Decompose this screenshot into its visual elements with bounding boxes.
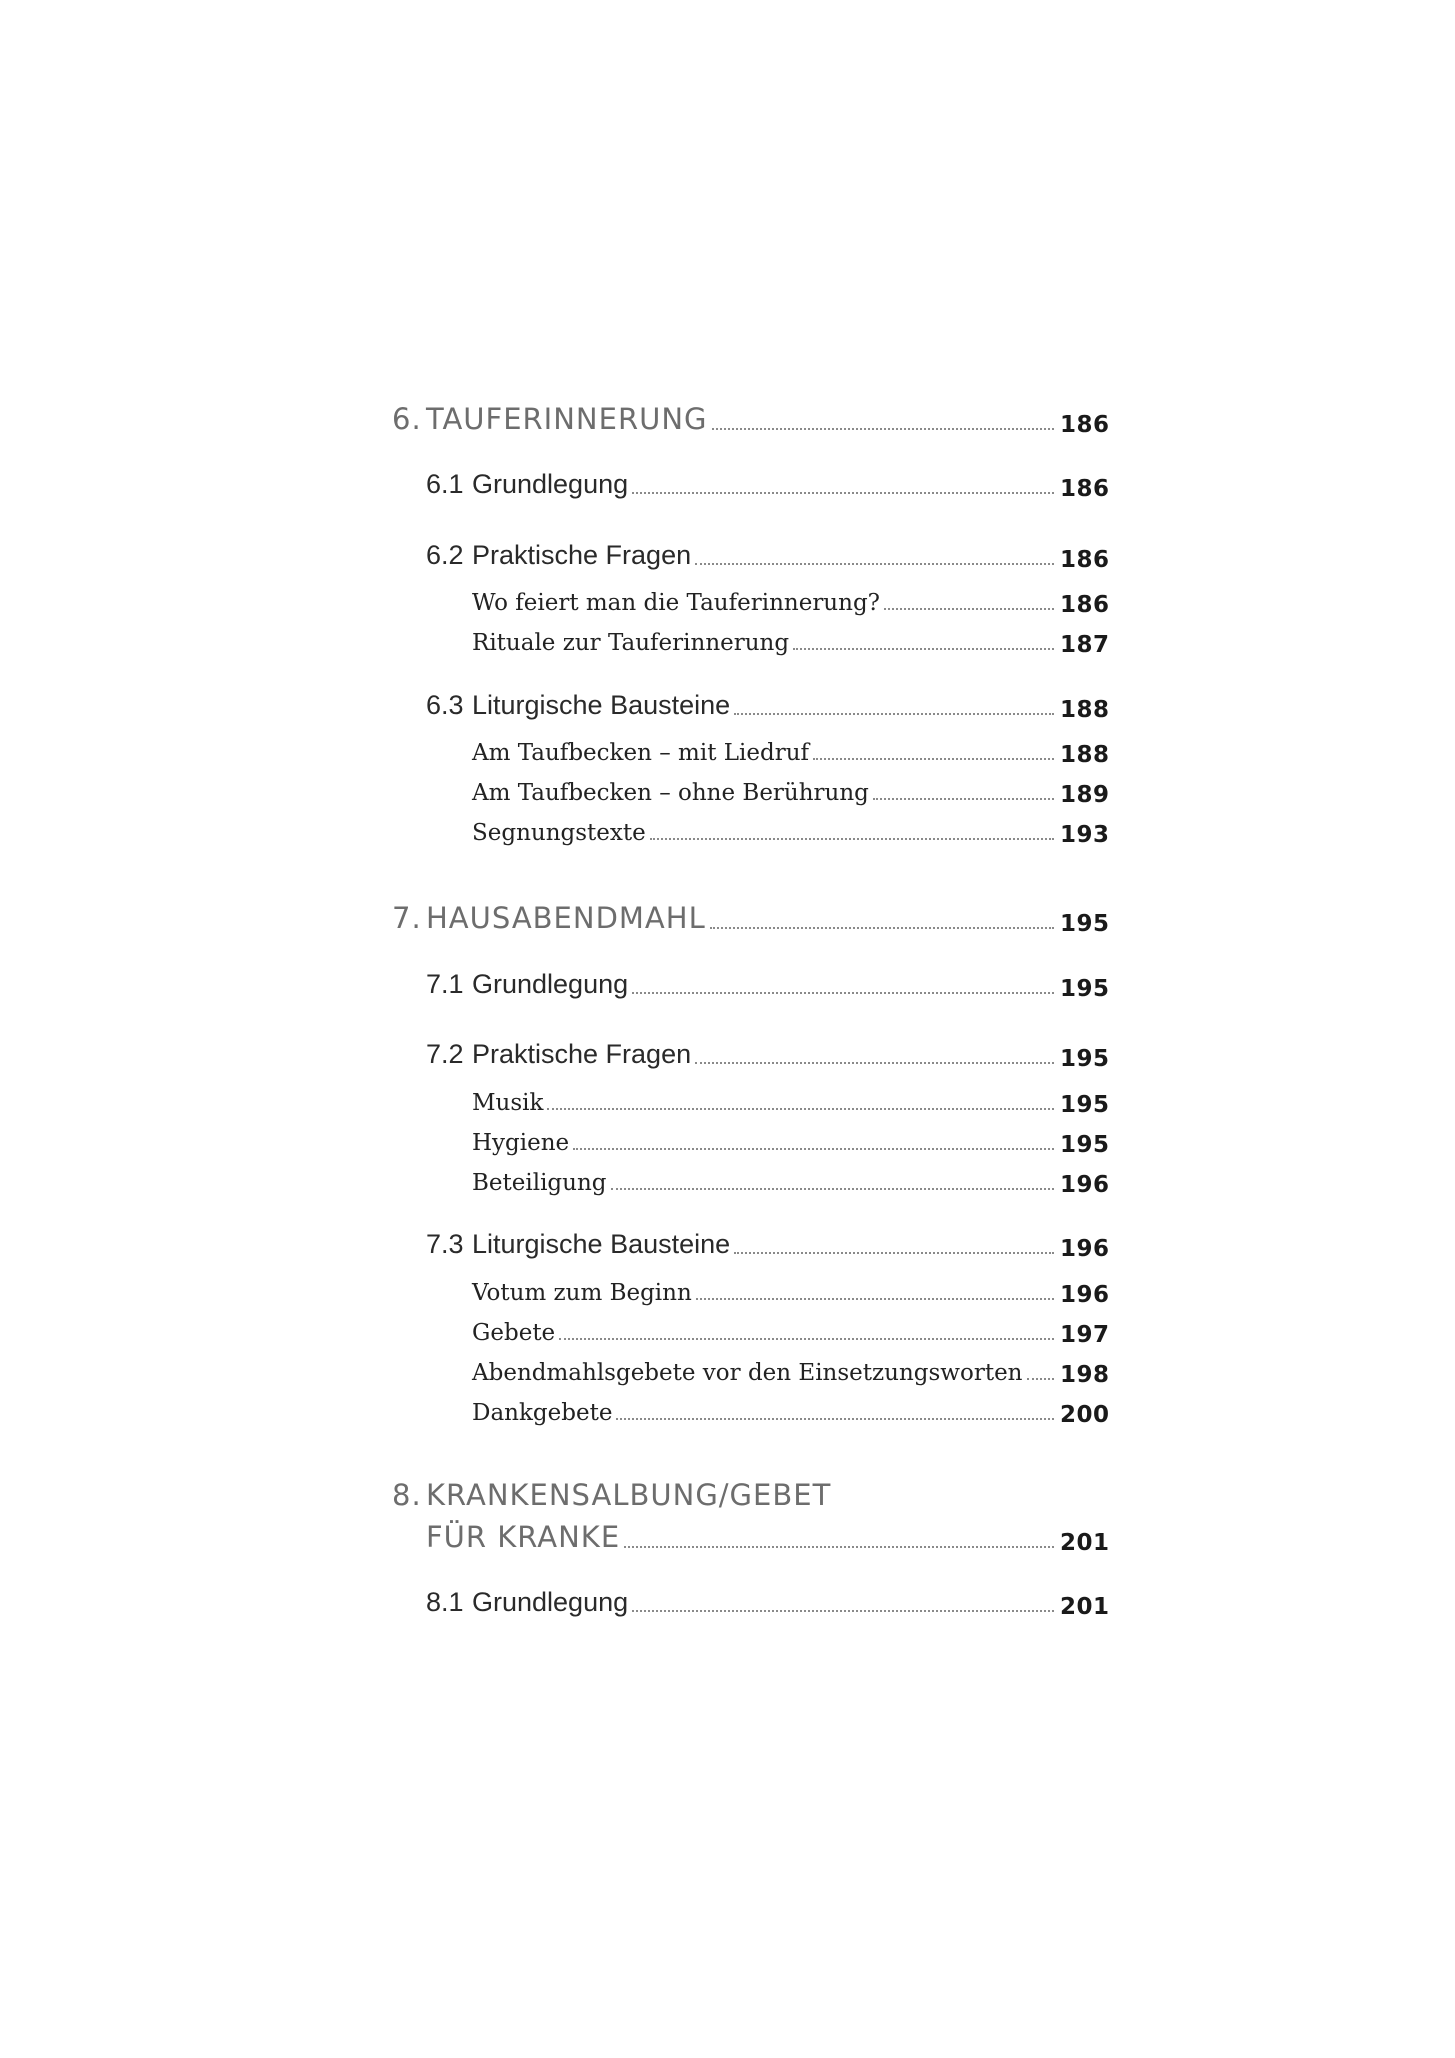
- toc-entry[interactable]: [0, 1220, 1455, 1260]
- toc-entry-page: 195: [1060, 1132, 1110, 1158]
- toc-entry-page: 196: [1060, 1282, 1110, 1308]
- leader-dots: [632, 992, 1054, 994]
- leader-dots: [616, 1418, 1054, 1420]
- toc-entry-page: 200: [1060, 1402, 1110, 1428]
- toc-entry-page: 201: [1060, 1530, 1110, 1556]
- toc-entry-title: 7.2 Praktische Fragen: [426, 1039, 692, 1069]
- toc-entry-title: Am Taufbecken – mit Liedruf: [472, 740, 810, 766]
- toc-entry[interactable]: [0, 810, 1455, 846]
- toc-entry[interactable]: [0, 1350, 1455, 1386]
- toc-entry-title: 7. HAUSABENDMAHL: [392, 901, 706, 935]
- toc-entry[interactable]: [0, 681, 1455, 721]
- leader-dots: [695, 1062, 1054, 1064]
- toc-entry-line[interactable]: [0, 1472, 1455, 1512]
- toc-entry-title: Wo feiert man die Tauferinnerung?: [472, 590, 880, 616]
- toc-entry-title: Hygiene: [472, 1130, 570, 1156]
- toc-entry-page: 196: [1060, 1236, 1110, 1262]
- toc-entry-page: 195: [1060, 1046, 1110, 1072]
- toc-entry-title: Rituale zur Tauferinnerung: [472, 630, 790, 656]
- toc-entry-page: 188: [1060, 697, 1110, 723]
- leader-dots: [813, 758, 1054, 760]
- toc-entry-title: Abendmahlsgebete vor den Einsetzungsworten: [472, 1360, 1023, 1386]
- leader-dots: [734, 713, 1054, 715]
- toc-entry-title: 8.1 Grundlegung: [426, 1587, 629, 1617]
- toc-entry[interactable]: [0, 1030, 1455, 1070]
- leader-dots: [624, 1546, 1054, 1548]
- toc-entry[interactable]: [0, 730, 1455, 766]
- toc-entry[interactable]: [0, 1080, 1455, 1116]
- leader-dots: [695, 563, 1054, 565]
- toc-entry-page: 198: [1060, 1362, 1110, 1388]
- toc-entry-page: 186: [1060, 412, 1110, 438]
- leader-dots: [547, 1108, 1054, 1110]
- toc-entry-page: 186: [1060, 476, 1110, 502]
- leader-dots: [1027, 1378, 1054, 1380]
- leader-dots: [573, 1148, 1054, 1150]
- toc-entry-title: 7.3 Liturgische Bausteine: [426, 1229, 731, 1259]
- toc-entry-title: Beteiligung: [472, 1170, 607, 1196]
- toc-entry-page: 197: [1060, 1322, 1110, 1348]
- toc-entry-title: 6.3 Liturgische Bausteine: [426, 690, 731, 720]
- toc-entry-page: 195: [1060, 976, 1110, 1002]
- toc-entry-page: 193: [1060, 822, 1110, 848]
- toc-entry[interactable]: [0, 531, 1455, 571]
- toc-entry[interactable]: [0, 1270, 1455, 1306]
- toc-entry-title: Musik: [472, 1090, 544, 1116]
- toc-entry[interactable]: [0, 620, 1455, 656]
- toc-entry-title: 6.1 Grundlegung: [426, 469, 629, 499]
- toc-entry[interactable]: [0, 1390, 1455, 1426]
- toc-entry-title: 8. KRANKENSALBUNG/GEBET: [392, 1478, 832, 1512]
- toc-entry-title: Segnungstexte: [472, 820, 646, 846]
- toc-entry-page: 187: [1060, 632, 1110, 658]
- toc-entry-page: 188: [1060, 742, 1110, 768]
- toc-entry-title: Gebete: [472, 1320, 556, 1346]
- toc-entry[interactable]: [0, 1120, 1455, 1156]
- leader-dots: [632, 1610, 1054, 1612]
- leader-dots: [696, 1298, 1054, 1300]
- toc-entry-title: Dankgebete: [472, 1400, 613, 1426]
- toc-entry-title: Am Taufbecken – ohne Berührung: [472, 780, 869, 806]
- toc-entry-title: Votum zum Beginn: [472, 1280, 692, 1306]
- toc-entry-page: 189: [1060, 782, 1110, 808]
- toc-entry-page: 186: [1060, 547, 1110, 573]
- toc-entry-page: 195: [1060, 911, 1110, 937]
- toc-entry-page: 186: [1060, 592, 1110, 618]
- toc-entry[interactable]: [0, 1578, 1455, 1618]
- toc-entry[interactable]: [0, 960, 1455, 1000]
- leader-dots: [793, 648, 1054, 650]
- toc-entry[interactable]: [0, 580, 1455, 616]
- leader-dots: [559, 1338, 1054, 1340]
- leader-dots: [712, 428, 1054, 430]
- toc-entry-page: 201: [1060, 1594, 1110, 1620]
- toc-entry[interactable]: [0, 770, 1455, 806]
- toc-entry[interactable]: [0, 460, 1455, 500]
- leader-dots: [734, 1252, 1054, 1254]
- leader-dots: [710, 927, 1054, 929]
- leader-dots: [873, 798, 1054, 800]
- toc-entry-title: 6.2 Praktische Fragen: [426, 540, 692, 570]
- leader-dots: [632, 492, 1054, 494]
- leader-dots: [650, 838, 1054, 840]
- toc-entry-title: FÜR KRANKE: [426, 1520, 621, 1554]
- leader-dots: [884, 608, 1054, 610]
- toc-entry-page: 196: [1060, 1172, 1110, 1198]
- toc-entry-title: 7.1 Grundlegung: [426, 969, 629, 999]
- toc-entry-title: 6. TAUFERINNERUNG: [392, 402, 708, 436]
- toc-entry[interactable]: [0, 1514, 1455, 1554]
- toc-entry[interactable]: [0, 1160, 1455, 1196]
- toc-entry[interactable]: [0, 1310, 1455, 1346]
- toc-entry[interactable]: [0, 895, 1455, 935]
- leader-dots: [611, 1188, 1054, 1190]
- toc-entry-page: 195: [1060, 1092, 1110, 1118]
- toc-entry[interactable]: [0, 396, 1455, 436]
